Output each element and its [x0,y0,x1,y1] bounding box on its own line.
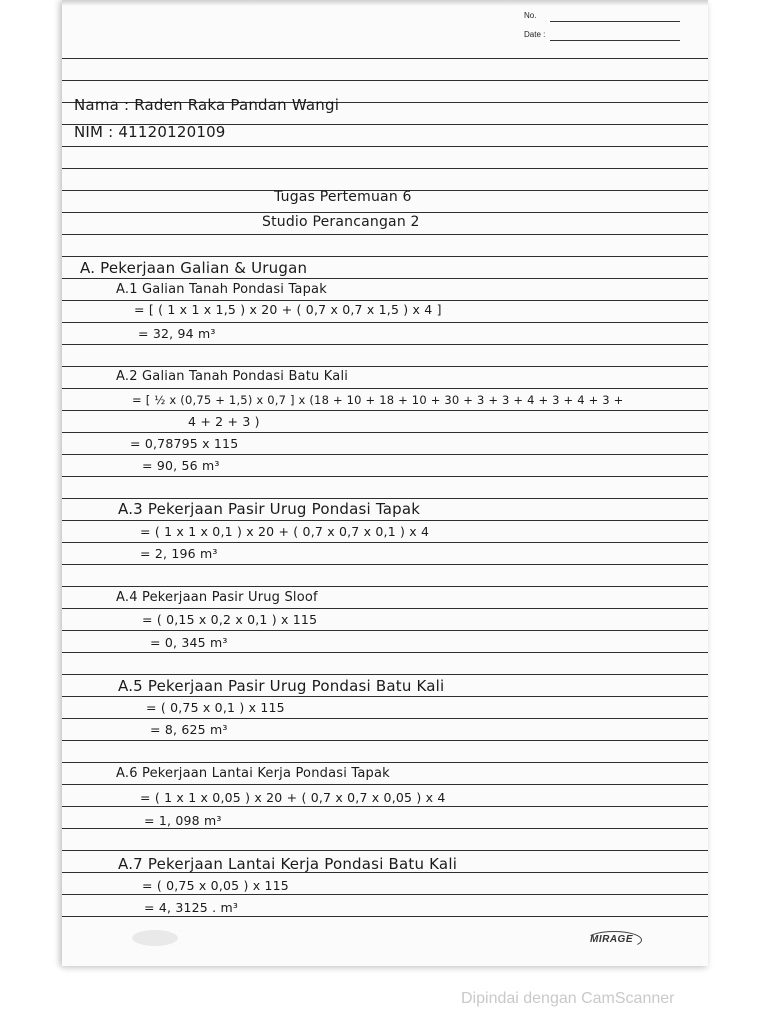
faint-stamp-mark [132,930,178,946]
ruled-line [62,498,708,499]
item-title-a6: A.6 Pekerjaan Lantai Kerja Pondasi Tapak [116,766,390,781]
item-title-a2: A.2 Galian Tanah Pondasi Batu Kali [116,369,349,384]
ruled-line [62,586,708,587]
mirage-logo [590,934,633,945]
item-a3-line-1: = ( 1 x 1 x 0,1 ) x 20 + ( 0,7 x 0,7 x 0,1 ) x 4 [140,524,430,539]
ruled-line [62,806,708,807]
item-a7-line-1: = ( 0,75 x 0,05 ) x 115 [142,878,289,893]
ruled-line [62,278,708,279]
item-a2-line-3: = 0,78795 x 115 [130,436,239,451]
ruled-line [62,520,708,521]
ruled-line [62,234,708,235]
ruled-line [62,674,708,675]
item-a2-line-2: 4 + 2 + 3 ) [188,414,260,429]
ruled-line [62,740,708,741]
item-a5-line-2: = 8, 625 m³ [150,722,228,737]
item-a4-line-1: = ( 0,15 x 0,2 x 0,1 ) x 115 [142,612,318,627]
ruled-line [62,564,708,565]
ruled-line [62,388,708,389]
ruled-line [62,542,708,543]
logo-text: MIRAGE [590,934,633,945]
date-rule [550,40,680,41]
item-a2-line-4: = 90, 56 m³ [142,458,220,473]
item-title-a4: A.4 Pekerjaan Pasir Urug Sloof [116,590,318,605]
no-label: No. [524,11,537,20]
no-field [524,11,536,20]
ruled-line [62,146,708,147]
date-field [524,30,545,39]
item-title-a1: A.1 Galian Tanah Pondasi Tapak [116,282,327,297]
ruled-line [62,894,708,895]
ruled-line [62,344,708,345]
notebook-page [62,0,708,966]
ruled-line [62,410,708,411]
page-top-shadow [62,0,708,6]
ruled-line [62,454,708,455]
ruled-line [62,718,708,719]
item-a2-line-1: = [ ½ x (0,75 + 1,5) x 0,7 ] x (18 + 10 + 18 + 10 + 30 + 3 + 3 + 4 + 3 + 4 + 3 + [132,393,624,407]
ruled-line [62,476,708,477]
title-line-1: Tugas Pertemuan 6 [274,189,412,205]
ruled-line [62,300,708,301]
item-title-a3: A.3 Pekerjaan Pasir Urug Pondasi Tapak [118,500,421,518]
item-a6-line-1: = ( 1 x 1 x 0,05 ) x 20 + ( 0,7 x 0,7 x 0,05 ) x 4 [140,790,446,805]
item-title-a5: A.5 Pekerjaan Pasir Urug Pondasi Batu Kali [118,677,445,695]
section-heading: A. Pekerjaan Galian & Urugan [80,259,308,277]
no-rule [550,21,680,22]
item-a1-line-2: = 32, 94 m³ [138,326,216,341]
ruled-line [62,366,708,367]
date-label: Date : [524,30,546,39]
ruled-line [62,80,708,81]
scanner-watermark: Dipindai dengan CamScanner [461,990,675,1007]
ruled-line [62,784,708,785]
ruled-line [62,322,708,323]
item-a4-line-2: = 0, 345 m³ [150,635,228,650]
ruled-line [62,630,708,631]
ruled-line [62,652,708,653]
ruled-line [62,762,708,763]
name-line: Nama : Raden Raka Pandan Wangi [74,96,340,114]
ruled-line [62,168,708,169]
nim-line: NIM : 41120120109 [74,123,226,141]
ruled-line [62,432,708,433]
item-a3-line-2: = 2, 196 m³ [140,546,218,561]
ruled-line [62,58,708,59]
ruled-line [62,256,708,257]
ruled-line [62,828,708,829]
item-title-a7: A.7 Pekerjaan Lantai Kerja Pondasi Batu Kali [118,855,458,873]
item-a1-line-1: = [ ( 1 x 1 x 1,5 ) x 20 + ( 0,7 x 0,7 x 1,5 ) x 4 ] [134,302,442,317]
item-a5-line-1: = ( 0,75 x 0,1 ) x 115 [146,700,285,715]
ruled-line [62,916,708,917]
ruled-line [62,696,708,697]
title-line-2: Studio Perancangan 2 [262,214,420,230]
item-a6-line-2: = 1, 098 m³ [144,813,222,828]
ruled-line [62,608,708,609]
ruled-line [62,850,708,851]
ruled-line [62,212,708,213]
item-a7-line-2: = 4, 3125 . m³ [144,900,239,915]
logo-swoosh-icon [586,931,642,949]
